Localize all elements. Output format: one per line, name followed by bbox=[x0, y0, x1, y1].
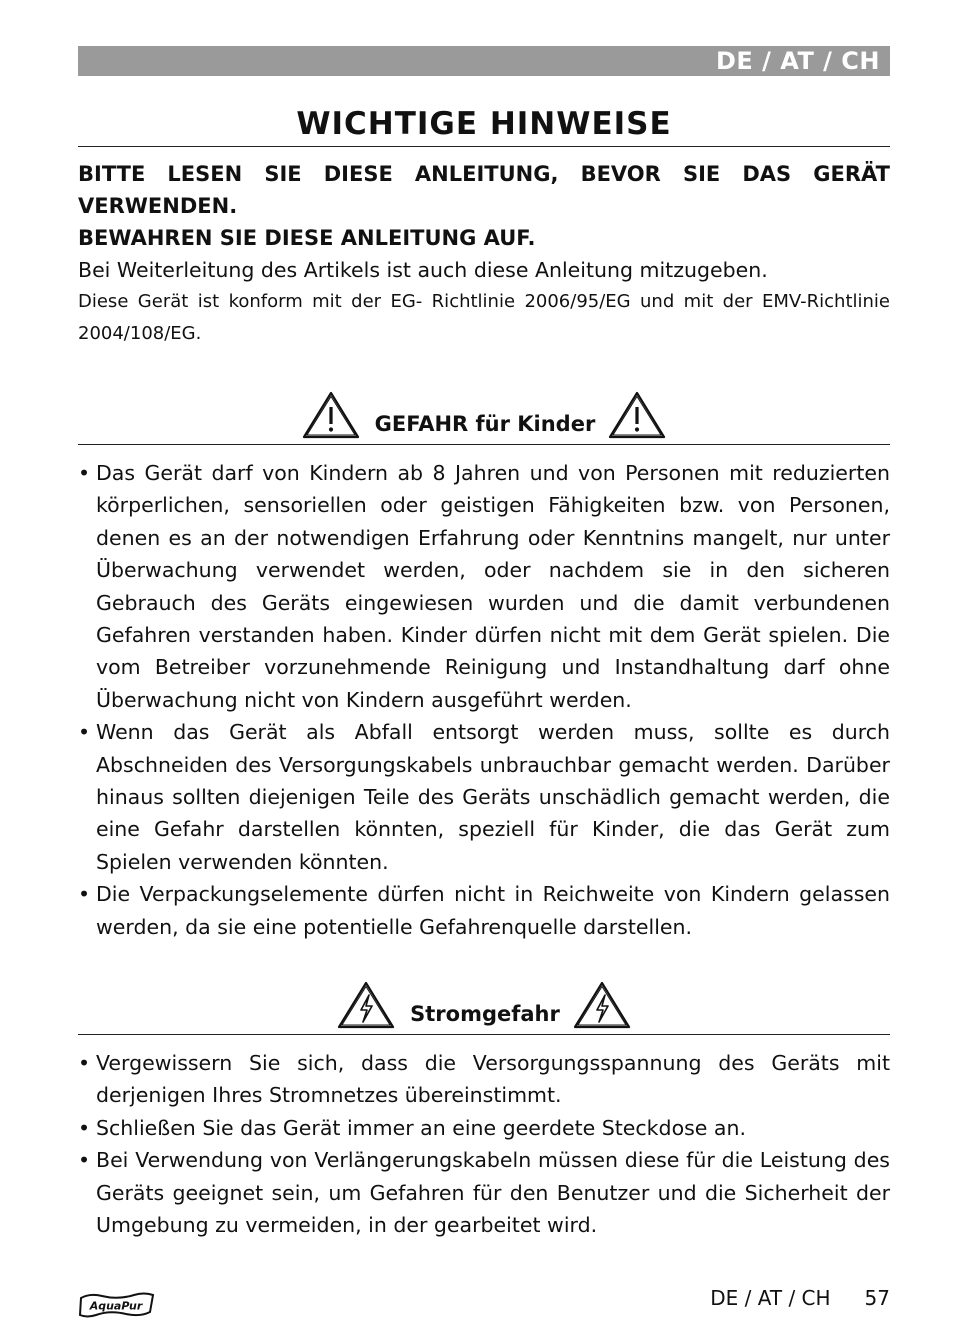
page-footer bbox=[710, 1286, 890, 1310]
intro-pass-on-notice: Bei Weiterleitung des Artikels ist auch diese Anleitung mitzugeben. bbox=[78, 258, 768, 282]
warning-exclamation-icon bbox=[301, 390, 361, 440]
section-heading-children-label: GEFAHR für Kinder bbox=[374, 412, 596, 436]
list-item: • Vergewissern Sie sich, dass die Versorgungsspannung des Geräts mit derjenigen Ihres Stromnetzes übereinstimmt. bbox=[78, 1047, 890, 1112]
section-divider-electric bbox=[78, 1034, 890, 1035]
language-header-bar bbox=[78, 46, 890, 76]
list-item: • Schließen Sie das Gerät immer an eine geerdete Steckdose an. bbox=[78, 1112, 890, 1144]
list-item: • Wenn das Gerät als Abfall entsorgt werden muss, sollte es durch Abschneiden des Versorgungskabels unbrauchbar gemacht werden. Darüber hinaus sollten diejenigen Teile des Geräts unschädlich gemacht werden, die eine Gefahr darstellen könnten, speziell für Kinder, die das Gerät zum Spielen verwenden könnten. bbox=[78, 716, 890, 878]
warning-lightning-icon bbox=[336, 980, 396, 1030]
children-warnings-list bbox=[78, 457, 890, 943]
list-item: • Das Gerät darf von Kindern ab 8 Jahren und von Personen mit reduzierten körperlichen, sensoriellen oder geistigen Fähigkeiten bzw. von Personen, denen es an der notwendigen Erfahrung oder Kenntnins mangelt, nur unter Überwachung verwendet werden, oder nachdem sie in den sicheren Gebrauch des Geräts eingewiesen wurden und die damit verbundenen Gefahren verstanden haben. Kinder dürfen nicht mit dem Gerät spielen. Die vom Betreiber vorzunehmende Reinigung und Instandhaltung darf ohne Überwachung nicht von Kindern ausgeführt werden. bbox=[78, 457, 890, 716]
warning-exclamation-icon bbox=[607, 390, 667, 440]
intro-keep-notice: BEWAHREN SIE DIESE ANLEITUNG AUF. bbox=[78, 226, 536, 250]
electric-warnings-list bbox=[78, 1047, 890, 1241]
section-heading-children bbox=[78, 380, 890, 440]
aquapur-logo bbox=[78, 1290, 156, 1320]
title-divider bbox=[78, 146, 890, 147]
intro-conformity-notice: Diese Gerät ist konform mit der EG- Richtlinie 2006/95/EG und mit der EMV-Richtlinie 2004/108/EG. bbox=[78, 291, 890, 344]
intro-block bbox=[78, 158, 890, 350]
list-item: • Die Verpackungselemente dürfen nicht in Reichweite von Kindern gelassen werden, da sie eine potentielle Gefahrenquelle darstellen. bbox=[78, 878, 890, 943]
section-heading-electric-label: Stromgefahr bbox=[410, 1002, 560, 1026]
intro-read-notice: BITTE LESEN SIE DIESE ANLEITUNG, BEVOR SIE DAS GERÄT VERWENDEN. bbox=[78, 162, 890, 218]
language-tag: DE / AT / CH bbox=[715, 47, 880, 75]
section-heading-electric bbox=[78, 970, 890, 1030]
page-number: 57 bbox=[864, 1286, 890, 1310]
section-divider-children bbox=[78, 444, 890, 445]
list-item: • Bei Verwendung von Verlängerungskabeln müssen diese für die Leistung des Geräts geeignet sein, um Gefahren für den Benutzer und die Sicherheit der Umgebung zu vermeiden, in der gearbeitet wird. bbox=[78, 1144, 890, 1241]
page-title: WICHTIGE HINWEISE bbox=[296, 106, 672, 142]
warning-lightning-icon bbox=[572, 980, 632, 1030]
logo-text: AquaPur bbox=[89, 1299, 143, 1313]
footer-language-tag: DE / AT / CH bbox=[710, 1286, 831, 1310]
